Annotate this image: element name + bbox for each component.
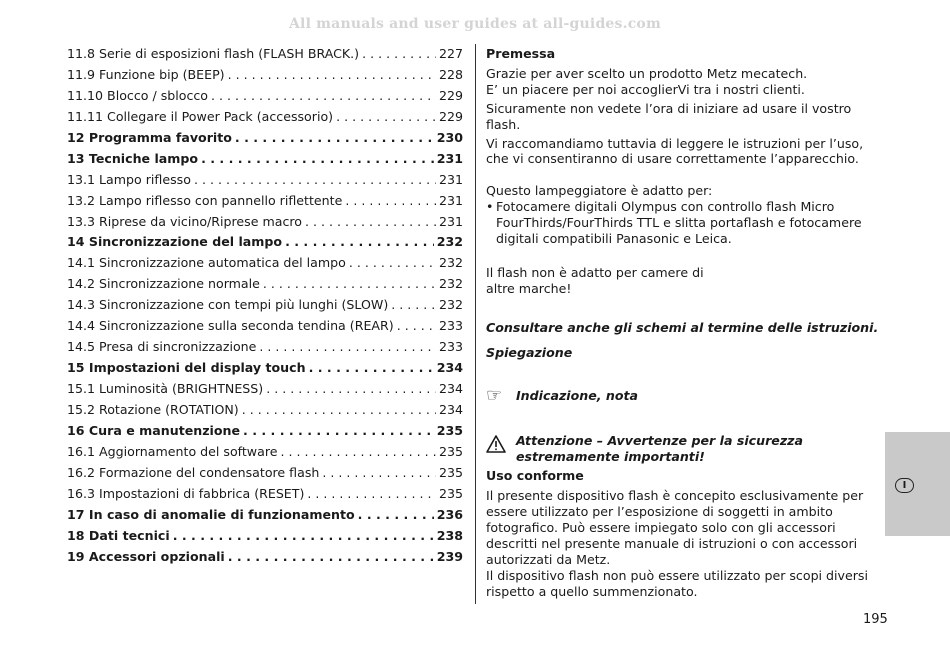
note-label: Indicazione, nota	[516, 387, 639, 403]
toc-entry-title: 16 Cura e manutenzione	[67, 422, 241, 438]
intro-paragraph: Sicuramente non vedete l’ora di iniziare ad usare il vostro flash.	[486, 100, 852, 132]
toc-entry-title: 13.2 Lampo riflesso con pannello riflettente	[67, 192, 343, 208]
toc-entry-page: 232	[436, 234, 463, 250]
toc-entry	[67, 360, 463, 381]
toc-dot-leader	[194, 172, 436, 187]
toc-entry-title: 11.10 Blocco / sblocco	[67, 87, 209, 103]
toc-entry-page: 235	[438, 485, 463, 501]
toc-entry	[67, 67, 463, 88]
intro-paragraph: Vi raccomandiamo tuttavia di leggere le istruzioni per l’uso, che vi consentiranno di usare correttamente l’apparecchio.	[486, 135, 864, 167]
toc-entry-page: 227	[438, 46, 463, 61]
toc-entry-title: 19 Accessori opzionali	[67, 548, 225, 564]
toc-entry-page: 229	[438, 108, 463, 124]
toc-entry	[67, 339, 463, 360]
intro-paragraph: E’ un piacere per noi accoglierVi tra i nostri clienti.	[486, 81, 805, 97]
toc-entry-page: 231	[438, 192, 463, 208]
toc-entry-page: 230	[436, 129, 463, 145]
toc-entry-page: 232	[438, 297, 463, 313]
spiegazione-heading: Spiegazione	[486, 344, 573, 360]
suited-item-text: Fotocamere digitali Olympus con controllo flash Micro FourThirds/FourThirds TTL e slitta portaflash e fotocamere digitali compatibili Panasonic e Leica.	[496, 199, 862, 247]
toc-entry-page: 231	[436, 150, 463, 166]
toc-entry-title: 16.2 Formazione del condensatore flash	[67, 464, 320, 480]
toc-dot-leader	[391, 297, 436, 312]
toc-entry	[67, 214, 463, 235]
toc-entry-title: 11.9 Funzione bip (BEEP)	[67, 66, 225, 82]
toc-entry	[67, 172, 463, 193]
toc-entry-title: 14.2 Sincronizzazione normale	[67, 276, 260, 292]
toc-entry-title: 15.2 Rotazione (ROTATION)	[67, 401, 239, 417]
watermark-banner: All manuals and user guides at all-guides.com	[289, 16, 661, 32]
warning-legend	[486, 433, 881, 465]
column-divider	[475, 44, 476, 604]
toc-dot-leader	[243, 423, 434, 438]
toc-dot-leader	[285, 234, 434, 249]
toc-entry	[67, 486, 463, 507]
toc-entry	[67, 318, 463, 339]
toc-dot-leader	[358, 507, 434, 522]
toc-dot-leader	[263, 276, 436, 291]
uso-conforme-text: Il presente dispositivo flash è concepito esclusivamente per essere utilizzato per l’esposizione di soggetti in ambito fotografico. Può essere impiegato solo con gli accessori descritti nel presente manuale di istruzioni o con accessori autorizzati da Metz.	[486, 488, 864, 567]
toc-entry-page: 234	[438, 401, 463, 417]
uso-conforme-heading: Uso conforme	[486, 468, 584, 484]
toc-dot-leader	[242, 402, 436, 417]
toc-entry-title: 11.8 Serie di esposizioni flash (FLASH BRACK.)	[67, 46, 360, 61]
toc-dot-leader	[211, 88, 436, 103]
toc-dot-leader	[201, 151, 434, 166]
uso-conforme-text: Il dispositivo flash non può essere utilizzato per scopi diversi rispetto a quello summenzionato.	[486, 567, 868, 599]
page-number: 195	[863, 612, 888, 627]
toc-dot-leader	[266, 381, 436, 396]
toc-entry-page: 231	[438, 171, 463, 187]
premessa-heading: Premessa	[486, 46, 556, 61]
toc-entry-page: 234	[436, 360, 463, 376]
toc-dot-leader	[322, 465, 436, 480]
toc-entry-page: 233	[438, 339, 463, 355]
toc-dot-leader	[309, 360, 434, 375]
toc-entry	[67, 402, 463, 423]
suited-intro: Questo lampeggiatore è adatto per:	[486, 183, 713, 199]
toc-entry-title: 16.1 Aggiornamento del software	[67, 443, 278, 459]
toc-dot-leader	[307, 486, 436, 501]
toc-entry	[67, 507, 463, 528]
toc-entry-title: 15 Impostazioni del display touch	[67, 360, 306, 376]
toc-entry-page: 232	[438, 255, 463, 271]
toc-entry-title: 16.3 Impostazioni di fabbrica (RESET)	[67, 485, 305, 501]
language-tab-label: I	[895, 478, 914, 493]
toc-dot-leader	[305, 214, 436, 229]
toc-entry-title: 15.1 Luminosità (BRIGHTNESS)	[67, 381, 264, 396]
toc-entry	[67, 255, 463, 276]
not-suited-text: Il flash non è adatto per camere di altre marche!	[486, 264, 704, 296]
intro-column	[486, 46, 881, 600]
toc-entry-page: 236	[436, 506, 463, 522]
table-of-contents	[67, 46, 463, 569]
toc-dot-leader	[228, 67, 436, 82]
toc-entry-page: 232	[438, 276, 463, 292]
toc-entry-page: 235	[438, 443, 463, 459]
toc-entry-title: 18 Dati tecnici	[67, 527, 170, 543]
toc-dot-leader	[362, 46, 436, 61]
language-tab	[885, 432, 950, 536]
toc-entry	[67, 109, 463, 130]
toc-entry-page: 234	[438, 381, 463, 396]
toc-dot-leader	[397, 318, 436, 333]
see-diagrams-note: Consultare anche gli schemi al termine delle istruzioni.	[486, 319, 879, 335]
toc-entry	[67, 465, 463, 486]
toc-entry	[67, 549, 463, 570]
toc-entry	[67, 381, 463, 402]
intro-paragraph: Grazie per aver scelto un prodotto Metz mecatech.	[486, 65, 808, 81]
toc-entry-page: 231	[438, 213, 463, 229]
toc-entry-page: 235	[438, 464, 463, 480]
toc-entry-title: 12 Programma favorito	[67, 129, 232, 145]
warning-triangle-icon	[486, 433, 516, 457]
toc-dot-leader	[173, 528, 434, 543]
toc-entry-page: 238	[436, 527, 463, 543]
toc-dot-leader	[235, 130, 434, 145]
toc-entry-title: 14 Sincronizzazione del lampo	[67, 234, 283, 250]
note-legend	[486, 384, 881, 406]
toc-entry-title: 14.1 Sincronizzazione automatica del lampo	[67, 255, 346, 271]
toc-entry-title: 11.11 Collegare il Power Pack (accessorio)	[67, 108, 334, 124]
toc-dot-leader	[259, 339, 436, 354]
pointing-hand-icon: ☞	[486, 384, 503, 406]
toc-dot-leader	[280, 444, 435, 459]
toc-dot-leader	[349, 255, 436, 270]
suited-list-item	[486, 199, 881, 247]
bullet-mark: •	[486, 199, 494, 215]
toc-entry-title: 13.1 Lampo riflesso	[67, 171, 191, 187]
toc-entry	[67, 444, 463, 465]
toc-entry-page: 239	[436, 548, 463, 564]
toc-entry	[67, 130, 463, 151]
toc-entry	[67, 234, 463, 255]
toc-entry-page: 233	[438, 318, 463, 334]
toc-entry	[67, 193, 463, 214]
toc-entry	[67, 88, 463, 109]
toc-entry-title: 13 Tecniche lampo	[67, 150, 199, 166]
toc-entry	[67, 151, 463, 172]
toc-entry-title: 13.3 Riprese da vicino/Riprese macro	[67, 213, 302, 229]
toc-dot-leader	[345, 193, 436, 208]
toc-entry-title: 17 In caso di anomalie di funzionamento	[67, 506, 355, 522]
toc-dot-leader	[336, 109, 436, 124]
toc-entry	[67, 423, 463, 444]
toc-entry	[67, 528, 463, 549]
toc-entry-title: 14.5 Presa di sincronizzazione	[67, 339, 257, 355]
warning-label: Attenzione – Avvertenze per la sicurezza estremamente importanti!	[516, 432, 803, 464]
toc-entry-title: 14.4 Sincronizzazione sulla seconda tendina (REAR)	[67, 318, 394, 334]
toc-entry	[67, 46, 463, 67]
toc-entry-page: 235	[436, 422, 463, 438]
toc-entry	[67, 297, 463, 318]
toc-entry-title: 14.3 Sincronizzazione con tempi più lunghi (SLOW)	[67, 297, 389, 313]
toc-entry-page: 229	[438, 87, 463, 103]
toc-dot-leader	[228, 549, 434, 564]
toc-entry-page: 228	[438, 66, 463, 82]
toc-entry	[67, 276, 463, 297]
